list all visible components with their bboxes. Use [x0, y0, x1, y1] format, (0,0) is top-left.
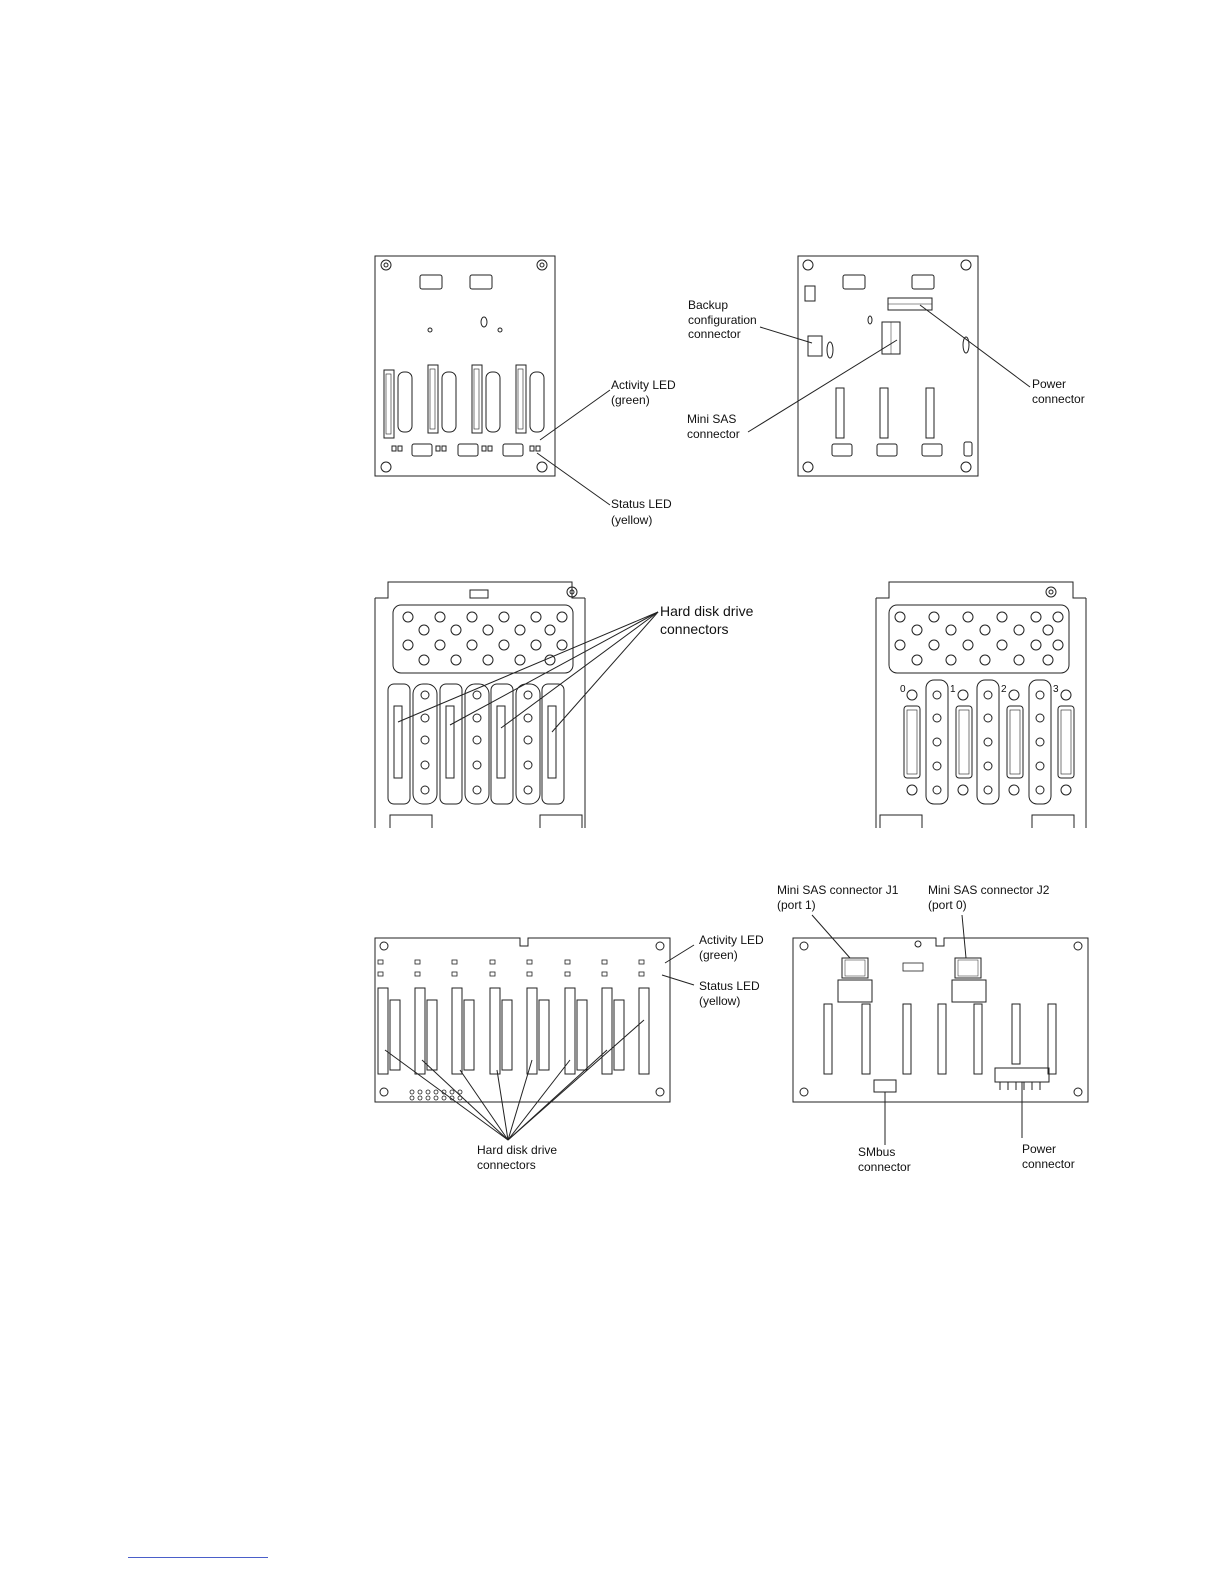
- fig3-status-led-line1: Status LED: [699, 979, 760, 993]
- figure1-backplane-rear: [798, 256, 978, 476]
- fig1-status-led-line1: Status LED: [611, 497, 672, 511]
- figure3-backplane-rear: [793, 938, 1088, 1102]
- fig1-mini-sas-line2: connector: [687, 427, 740, 441]
- fig1-mini-sas-line1: Mini SAS: [687, 412, 737, 426]
- fig3-hdd-line1: Hard disk drive: [477, 1143, 558, 1157]
- figure3-labels: [477, 883, 1075, 1174]
- fig1-activity-led-line1: Activity LED: [611, 378, 676, 392]
- fig3-power-line1: Power: [1022, 1142, 1057, 1156]
- fig1-status-led-line2: (yellow): [611, 513, 653, 527]
- fig3-power-line2: connector: [1022, 1157, 1075, 1171]
- fig2-hdd-line1: Hard disk drive: [660, 603, 754, 619]
- figure2-backplate-front: [375, 582, 585, 828]
- fig1-backup-line2: configuration: [688, 313, 757, 327]
- fig3-mini-sas-j1-line1: Mini SAS connector J1: [777, 883, 899, 897]
- figure1-labels: [611, 298, 1085, 527]
- fig3-mini-sas-j1-line2: (port 1): [777, 898, 816, 912]
- footer-link-underline[interactable]: [128, 1557, 268, 1558]
- fig2-bay-number-1: 1: [950, 684, 956, 695]
- fig3-smbus-line1: SMbus: [858, 1145, 896, 1159]
- fig3-activity-led-line2: (green): [699, 948, 738, 962]
- fig1-backup-line3: connector: [688, 327, 741, 341]
- fig1-power-line1: Power: [1032, 377, 1067, 391]
- fig3-mini-sas-j2-line2: (port 0): [928, 898, 967, 912]
- fig2-bay-number-0: 0: [900, 684, 906, 695]
- fig3-mini-sas-j2-line1: Mini SAS connector J2: [928, 883, 1050, 897]
- fig3-activity-led-line1: Activity LED: [699, 933, 764, 947]
- figure2-backplate-rear: [876, 582, 1086, 828]
- figure3-backplane-front: [375, 938, 670, 1102]
- fig1-activity-led-line2: (green): [611, 393, 650, 407]
- fig3-hdd-line2: connectors: [477, 1158, 536, 1172]
- fig1-power-line2: connector: [1032, 392, 1085, 406]
- fig3-smbus-line2: connector: [858, 1160, 911, 1174]
- fig2-hdd-line2: connectors: [660, 621, 729, 637]
- fig2-bay-number-3: 3: [1053, 684, 1059, 695]
- fig2-bay-number-2: 2: [1001, 684, 1007, 695]
- figure1-backplane-front: [375, 256, 555, 476]
- fig3-status-led-line2: (yellow): [699, 994, 741, 1008]
- fig1-backup-line1: Backup: [688, 298, 729, 312]
